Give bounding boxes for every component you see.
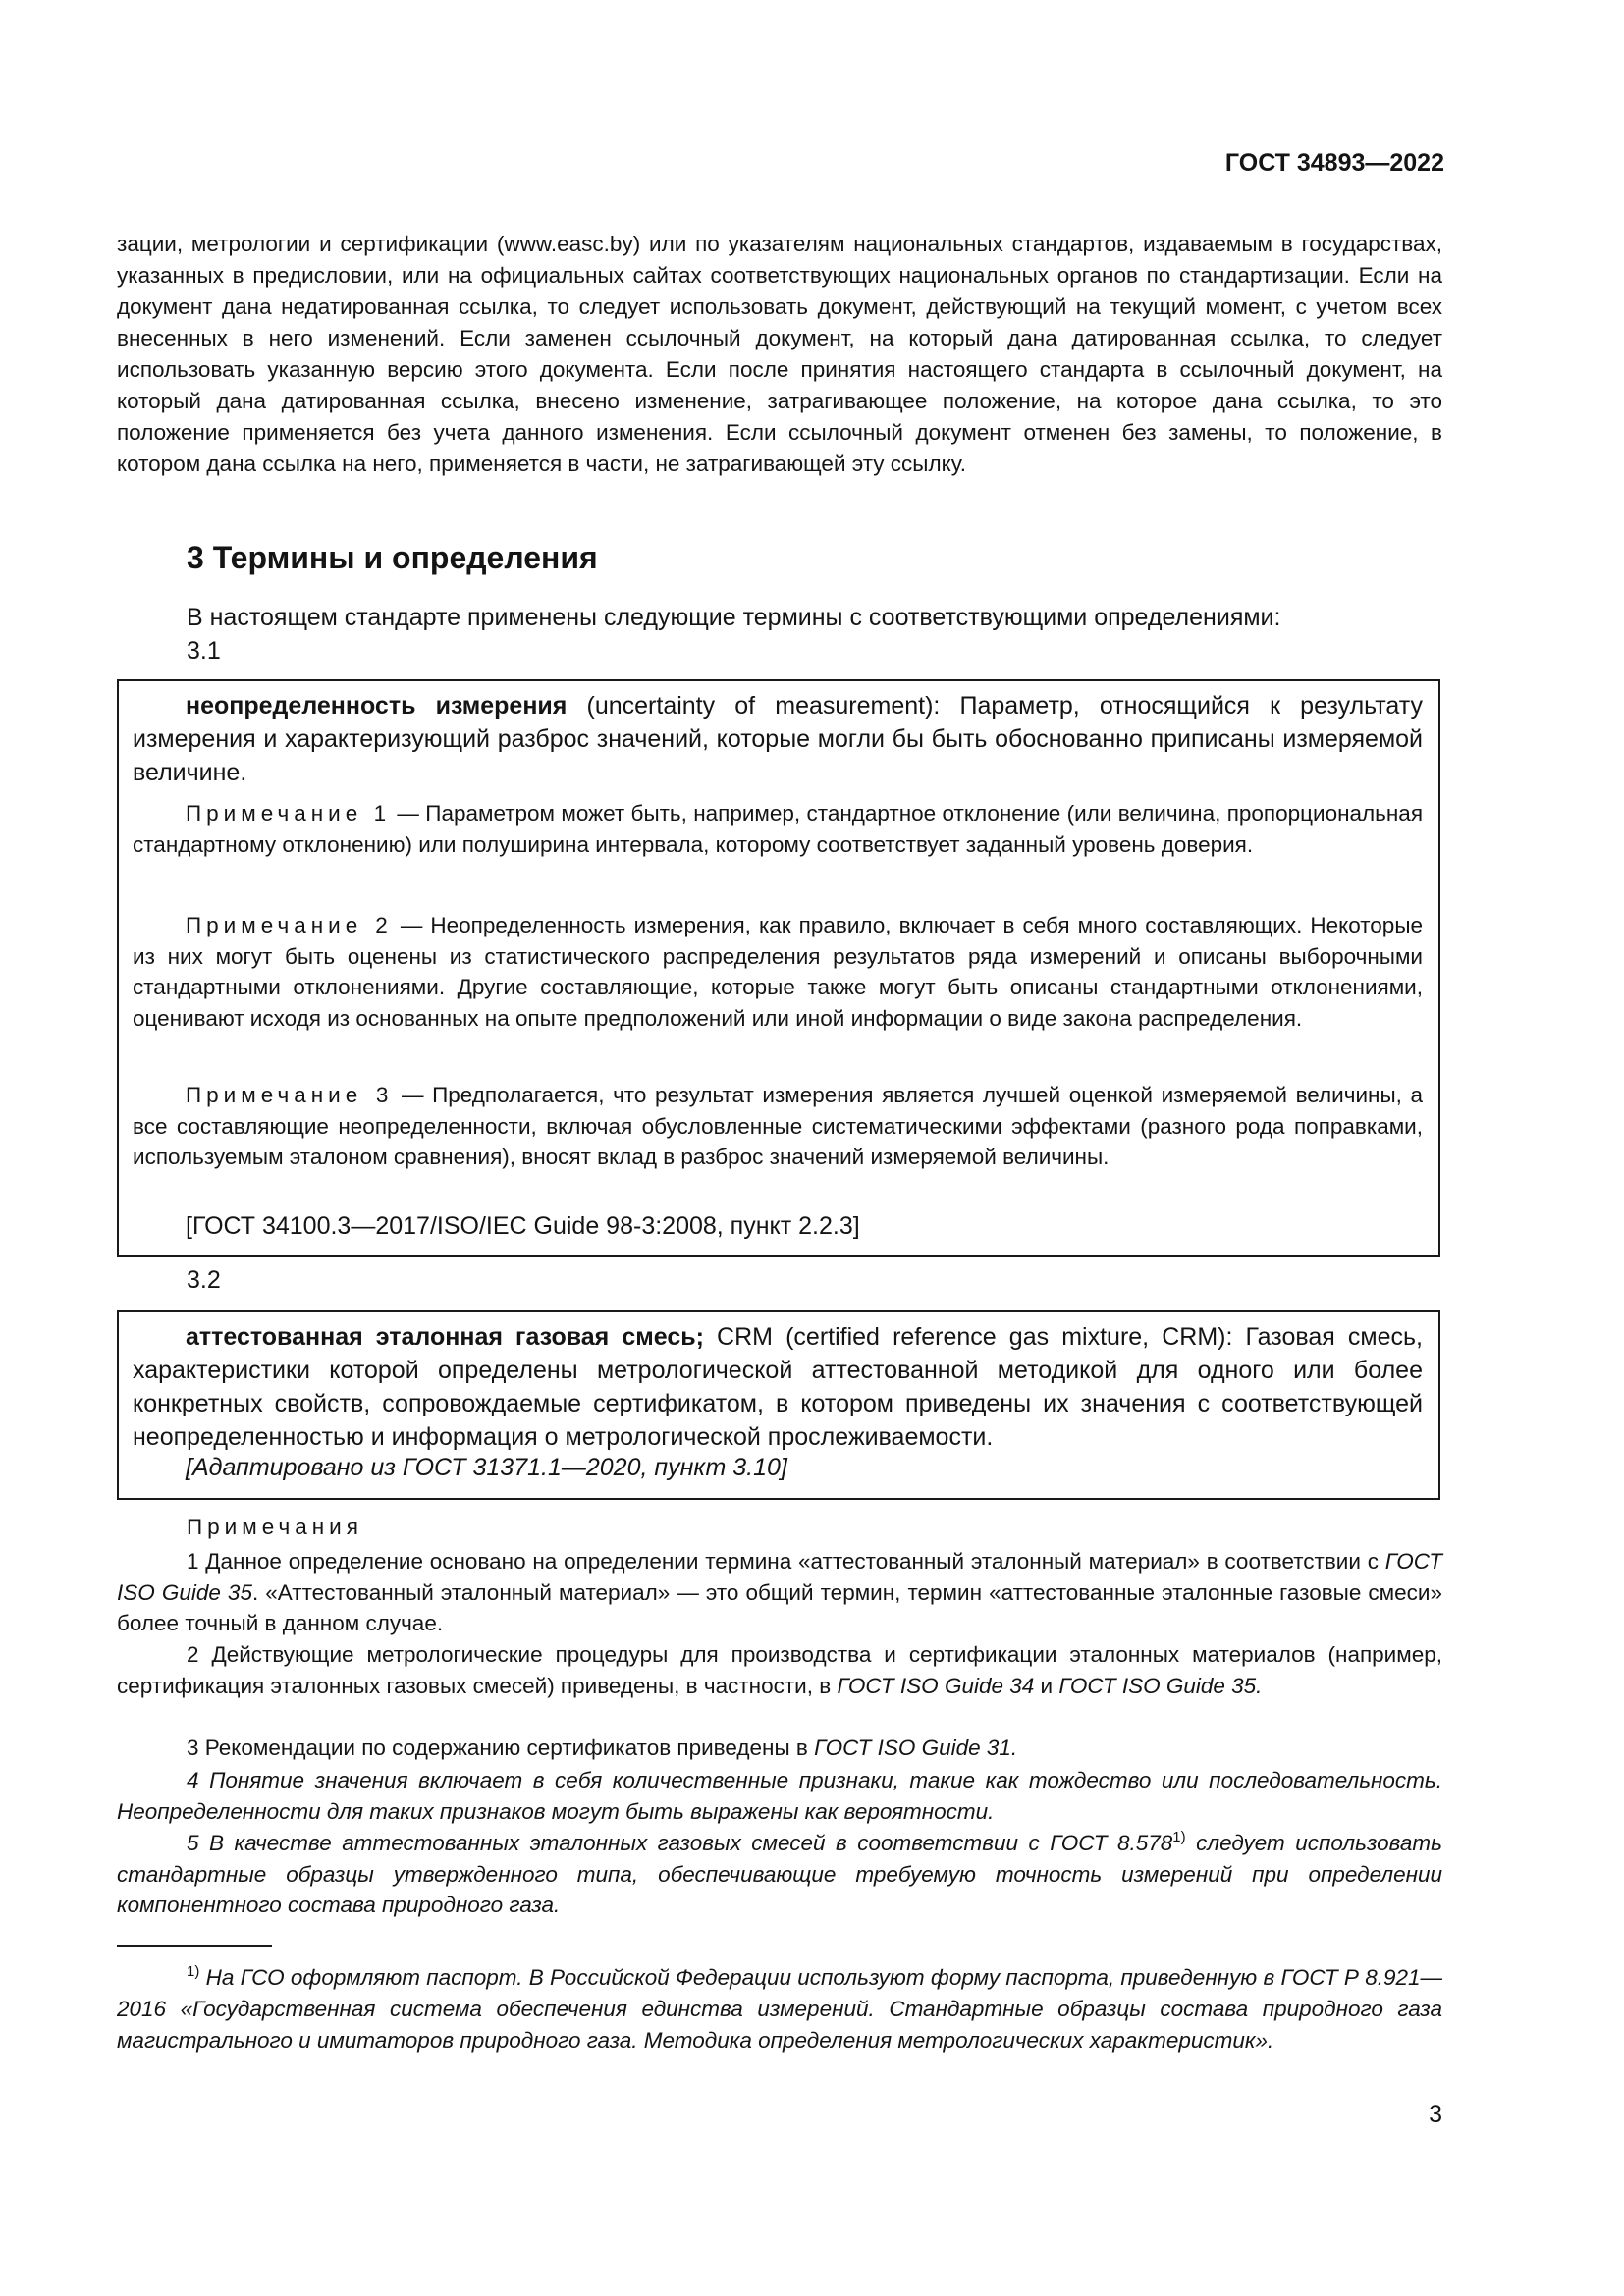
term-box-3-2	[117, 1310, 1440, 1500]
term-definition-text-3-2: CRM (certified reference gas mixture, CRM): Газовая смесь, характеристики которой определены метрологической аттестованной методикой для одного или более конкретных свойств, сопровождаемые сертификатом, в котором приведены их значения с соответствующей неопределенностью и информация о метрологической прослеживаемости.	[133, 1323, 1423, 1451]
note-text: 2 Действующие метрологические процедуры для производства и сертификации эталонных материалов (например, сертификация эталонных газовых смесей) приведены, в частности, в	[117, 1642, 1442, 1698]
notes-heading: Примечания	[187, 1515, 363, 1539]
term-name-3-1: неопределенность измерения	[186, 692, 568, 720]
term-note-text: — Предполагается, что результат измерения является лучшей оценкой измеряемой величины, а все составляющие неопределенности, включая обусловленные систематическими эффектами (разного рода поправками, используемым эталоном сравнения), вносят вклад в разброс значений измеряемой величины.	[133, 1083, 1423, 1169]
intro-paragraph: зации, метрологии и сертификации (www.easc.by) или по указателям национальных стандартов, издаваемым в государствах, указанных в предисловии, или на официальных сайтах соответствующих национальных органов по стандартизации. Если на документ дана недатированная ссылка, то следует использовать документ, действующий на текущий момент, с учетом всех внесенных в него изменений. Если заменен ссылочный документ, на который дана датированная ссылка, то следует использовать указанную версию этого документа. Если после принятия настоящего стандарта в ссылочный документ, на который дана датированная ссылка, внесено изменение, затрагивающее положение, на которое дана ссылка, то это положение применяется без учета данного изменения. Если ссылочный документ отменен без замены, то положение, в котором дана ссылка на него, применяется в части, не затрагивающей эту ссылку.	[117, 232, 1442, 476]
term-number-3-2: 3.2	[187, 1266, 221, 1294]
note-item-3	[117, 1733, 1442, 1764]
page-number: 3	[1429, 2101, 1442, 2128]
document-header-id: ГОСТ 34893—2022	[1224, 149, 1444, 177]
footnote-marker: 1)	[1172, 1829, 1186, 1845]
term-source-3-1: [ГОСТ 34100.3—2017/ISO/IEC Guide 98-3:2008, пункт 2.2.3]	[186, 1212, 860, 1240]
footnote	[117, 1962, 1442, 2056]
section-lead-text: В настоящем стандарте применены следующие термины с соответствующими определениями:	[187, 604, 1281, 631]
note-text: следует использовать стандартные образцы утвержденного типа, обеспечивающие требуемую точность измерений при определении компонентного состава природного газа.	[117, 1831, 1442, 1917]
note-text: . «Аттестованный эталонный материал» — это общий термин, термин «аттестованные эталонные газовые смеси» более точный в данном случае.	[117, 1579, 1442, 1635]
term-note-2	[133, 910, 1423, 1034]
term-box-3-1	[117, 679, 1440, 1257]
note-item-5	[117, 1828, 1442, 1921]
term-source-3-2: [Адаптировано из ГОСТ 31371.1—2020, пункт 3.10]	[186, 1454, 787, 1481]
note-text: 1 Данное определение основано на определении термина «аттестованный эталонный материал» в соответствии с	[187, 1549, 1385, 1574]
term-note-text: — Неопределенность измерения, как правило, включает в себя много составляющих. Некоторые из них могут быть оценены из статистического распределения результатов ряда измерений и описаны выборочными стандартными отклонениями. Другие составляющие, которые также могут быть описаны стандартными отклонениями, оценивают исходя из основанных на опыте предположений или иной информации о виде закона распределения.	[133, 913, 1423, 1031]
term-definition-text-3-1: (uncertainty of measurement): Параметр, относящийся к результату измерения и характеризующий разброс значений, которые могли бы быть обоснованно приписаны измеряемой величине.	[133, 692, 1423, 786]
note-ref: ГОСТ ISO Guide 35	[117, 1549, 1442, 1605]
section-title: 3 Термины и определения	[187, 540, 598, 575]
note-text: 5 В качестве аттестованных эталонных газовых смесей в соответствии с ГОСТ 8.578	[187, 1831, 1173, 1855]
note-ref: ГОСТ ISO Guide 31.	[814, 1735, 1018, 1760]
note-text: и	[1034, 1673, 1059, 1698]
term-name-3-2: аттестованная эталонная газовая смесь;	[186, 1323, 704, 1351]
footnote-marker: 1)	[187, 1963, 200, 1980]
note-ref: ГОСТ ISO Guide 34	[837, 1673, 1035, 1698]
term-definition-3-2	[133, 1320, 1423, 1454]
note-item-2	[117, 1639, 1442, 1701]
note-ref: ГОСТ ISO Guide 35.	[1058, 1673, 1263, 1698]
term-note-3	[133, 1080, 1423, 1173]
term-note-label: Примечание 1	[186, 801, 392, 826]
term-note-label: Примечание 3	[186, 1083, 394, 1107]
note-item-4: 4 Понятие значения включает в себя количественные признаки, такие как тождество или последовательность. Неопределенности для таких признаков могут быть выражены как вероятности.	[117, 1768, 1442, 1824]
section-lead	[187, 601, 1443, 667]
term-definition-3-1	[133, 689, 1423, 789]
term-note-1	[133, 798, 1423, 860]
note-text: 3 Рекомендации по содержанию сертификатов приведены в	[187, 1735, 815, 1760]
term-number-3-1: 3.1	[187, 637, 221, 665]
term-note-text: — Параметром может быть, например, стандартное отклонение (или величина, пропорциональная стандартному отклонению) или полуширина интервала, которому соответствует заданный уровень доверия.	[133, 801, 1424, 857]
footnote-divider	[117, 1945, 272, 1947]
footnote-text: На ГСО оформляют паспорт. В Российской Федерации используют форму паспорта, приведенную в ГОСТ Р 8.921—2016 «Государственная система обеспечения единства измерений. Стандартные образцы состава природного газа магистрального и имитаторов природного газа. Методика определения метрологических характеристик».	[117, 1965, 1442, 2053]
term-note-label: Примечание 2	[186, 913, 393, 937]
note-item-1	[117, 1546, 1442, 1639]
